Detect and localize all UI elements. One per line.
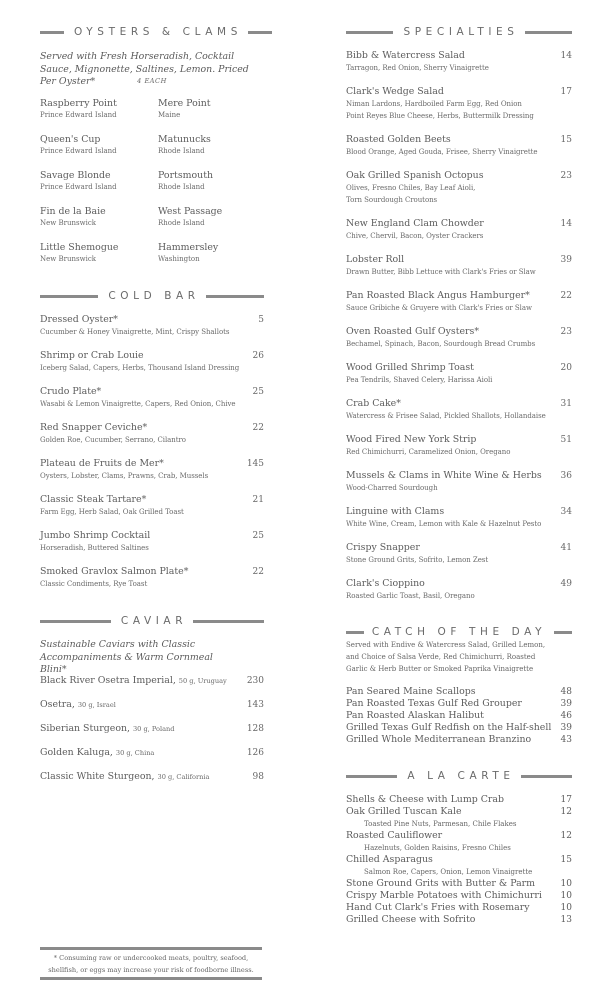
item-name: Bibb & Watercress Salad (346, 50, 465, 61)
menu-item (346, 134, 572, 158)
menu-item (40, 422, 264, 446)
header-rule (346, 631, 364, 634)
menu-item (346, 170, 572, 206)
item-name: Grilled Whole Mediterranean Branzino (346, 734, 532, 745)
item-price: 51 (560, 435, 572, 445)
menu-item (346, 578, 572, 602)
a-la-carte-item (346, 806, 572, 818)
menu-item (346, 50, 572, 74)
item-description: Red Chimichurri, Caramelized Onion, Oregano (346, 448, 511, 456)
header-rule (40, 31, 64, 34)
menu-item (40, 386, 264, 410)
item-name: Mussels & Clams in White Wine & Herbs (346, 470, 542, 481)
section-title: OYSTERS & CLAMS (74, 26, 242, 38)
item-price: 126 (246, 748, 264, 758)
item-price: 10 (560, 903, 572, 913)
menu-item (40, 314, 264, 338)
item-name: Pan Roasted Black Angus Hamburger* (346, 290, 530, 301)
item-name: Plateau de Fruits de Mer* (40, 458, 164, 469)
item-name: Oak Grilled Spanish Octopus (346, 170, 484, 181)
item-description: Drawn Butter, Bibb Lettuce with Clark's Fries or Slaw (346, 268, 536, 276)
section-title: A LA CARTE (407, 770, 515, 782)
menu-item (346, 218, 572, 242)
caviar-name: Osetra, (40, 699, 75, 710)
item-name: Grilled Texas Gulf Redfish on the Half-shell (346, 722, 552, 733)
item-price: 34 (560, 507, 572, 517)
catch-item (346, 710, 572, 722)
menu-item (40, 350, 264, 374)
menu-item (346, 362, 572, 386)
caviar-item (40, 699, 264, 711)
item-price: 145 (246, 459, 264, 469)
item-description: Salmon Roe, Capers, Onion, Lemon Vinaigrette (364, 868, 533, 876)
disclaimer-line: * Consuming raw or undercooked meats, poultry, seafood, (53, 954, 249, 962)
caviar-detail: 30 g, Poland (132, 725, 175, 733)
disclaimer-line: shellfish, or eggs may increase your risk of foodborne illness. (48, 966, 254, 974)
oyster-region: Rhode Island (158, 219, 205, 227)
caviar-detail: 50 g, Uruguay (178, 677, 227, 685)
catch-of-the-day-header (346, 625, 572, 639)
item-name: Clark's Cioppino (346, 578, 425, 589)
oyster-item (158, 242, 270, 265)
item-price: 15 (560, 135, 572, 145)
oyster-item (158, 206, 270, 229)
item-price: 22 (560, 291, 572, 301)
item-description: Horseradish, Buttered Saltines (40, 544, 149, 552)
item-price: 15 (560, 855, 572, 865)
item-name: Smoked Gravlox Salmon Plate* (40, 566, 189, 577)
header-rule (206, 295, 264, 298)
oyster-name: Matunucks (158, 134, 211, 145)
a-la-carte-item (346, 890, 572, 902)
oyster-item (40, 98, 152, 121)
oyster-name: Little Shemogue (40, 242, 119, 253)
item-description: Olives, Fresno Chiles, Bay Leaf Aioli, (346, 184, 476, 192)
caviar-name: Black River Osetra Imperial, (40, 675, 176, 686)
item-name: Crispy Marble Potatoes with Chimichurri (346, 890, 542, 901)
caviar-item (40, 723, 264, 735)
item-name: Pan Roasted Alaskan Halibut (346, 710, 484, 721)
item-price: 17 (560, 87, 572, 97)
item-price: 143 (246, 700, 264, 710)
item-name: Clark's Wedge Salad (346, 86, 444, 97)
item-price: 31 (560, 399, 572, 409)
caviar-item (40, 771, 264, 783)
oyster-name: Raspberry Point (40, 98, 117, 109)
caviar-detail: 30 g, China (115, 749, 155, 757)
menu-item (346, 506, 572, 530)
item-price: 39 (560, 255, 572, 265)
menu-item (346, 326, 572, 350)
menu-item (346, 86, 572, 122)
catch-item (346, 722, 572, 734)
item-name (40, 771, 209, 783)
item-description: Cucumber & Honey Vinaigrette, Mint, Crispy Shallots (40, 328, 230, 336)
catch-item (346, 698, 572, 710)
item-price: 48 (560, 687, 572, 697)
oyster-item (40, 170, 152, 193)
menu-item (40, 458, 264, 482)
item-name: Crispy Snapper (346, 542, 420, 553)
item-price: 41 (560, 543, 572, 553)
caviar-item (40, 675, 264, 687)
catch-description-line: and Choice of Salsa Verde, Red Chimichurri, Roasted (346, 653, 536, 661)
item-price: 25 (252, 387, 264, 397)
item-description: Iceberg Salad, Capers, Herbs, Thousand Island Dressing (40, 364, 240, 372)
caviar-detail: 30 g, Israel (77, 701, 116, 709)
a-la-carte-list (346, 794, 572, 926)
header-rule (193, 620, 264, 623)
item-name: Linguine with Clams (346, 506, 445, 517)
oyster-region: Rhode Island (158, 183, 205, 191)
catch-description-line: Served with Endive & Watercress Salad, Grilled Lemon, (346, 641, 546, 649)
catch-item (346, 734, 572, 746)
item-name: Classic Steak Tartare* (40, 494, 147, 505)
menu-item (346, 470, 572, 494)
item-price: 21 (252, 495, 264, 505)
oyster-name: Mere Point (158, 98, 211, 109)
caviar-detail: 30 g, California (157, 773, 210, 781)
item-description: Farm Egg, Herb Salad, Oak Grilled Toast (40, 508, 184, 516)
item-name (40, 723, 175, 735)
item-name: Oak Grilled Tuscan Kale (346, 806, 462, 817)
oyster-name: Savage Blonde (40, 170, 111, 181)
item-name: Dressed Oyster* (40, 314, 118, 325)
oyster-item (40, 206, 152, 229)
item-price: 10 (560, 879, 572, 889)
menu-item (346, 434, 572, 458)
item-price: 39 (560, 723, 572, 733)
oysters-intro: Served with Fresh Horseradish, Cocktail Sauce, Mignonette, Saltines, Lemon. Priced Per Oyster* (40, 51, 249, 87)
item-price: 98 (252, 772, 264, 782)
menu-item (40, 494, 264, 518)
item-price: 26 (252, 351, 264, 361)
item-description: Classic Condiments, Rye Toast (40, 580, 148, 588)
header-rule (248, 31, 272, 34)
caviar-name: Golden Kaluga, (40, 747, 113, 758)
item-name: Pan Roasted Texas Gulf Red Grouper (346, 698, 522, 709)
oyster-item (40, 134, 152, 157)
header-rule (521, 775, 572, 778)
item-name: Crudo Plate* (40, 386, 102, 397)
item-name: Pan Seared Maine Scallops (346, 686, 476, 697)
header-rule (525, 31, 572, 34)
item-description: Point Reyes Blue Cheese, Herbs, Buttermilk Dressing (346, 112, 534, 120)
oyster-name: Portsmouth (158, 170, 214, 181)
item-price: 46 (560, 711, 572, 721)
item-price: 17 (560, 795, 572, 805)
item-description: Pea Tendrils, Shaved Celery, Harissa Aioli (346, 376, 493, 384)
item-name: Roasted Golden Beets (346, 134, 451, 145)
a-la-carte-item (346, 830, 572, 842)
item-description: Sauce Gribiche & Gruyere with Clark's Fries or Slaw (346, 304, 532, 312)
item-name: Crab Cake* (346, 398, 401, 409)
a-la-carte-item (346, 878, 572, 890)
item-price: 14 (560, 51, 572, 61)
item-description: White Wine, Cream, Lemon with Kale & Hazelnut Pesto (346, 520, 542, 528)
oyster-item (40, 242, 152, 265)
oyster-name: Queen's Cup (40, 134, 101, 145)
item-name: Shells & Cheese with Lump Crab (346, 794, 504, 805)
item-price: 14 (560, 219, 572, 229)
item-description: Chive, Chervil, Bacon, Oyster Crackers (346, 232, 484, 240)
item-name: Roasted Cauliflower (346, 830, 443, 841)
item-name: Chilled Asparagus (346, 854, 433, 865)
item-name: Wood Grilled Shrimp Toast (346, 362, 474, 373)
item-price: 23 (560, 327, 572, 337)
oyster-region: Rhode Island (158, 147, 205, 155)
food-safety-disclaimer (40, 947, 262, 980)
item-description: Torn Sourdough Croutons (346, 196, 438, 204)
item-description: Watercress & Frisee Salad, Pickled Shallots, Hollandaise (346, 412, 546, 420)
item-description: Oysters, Lobster, Clams, Prawns, Crab, Mussels (40, 472, 209, 480)
specialties-header (346, 25, 572, 39)
oysters-clams-header (40, 25, 264, 39)
caviar-name: Siberian Sturgeon, (40, 723, 130, 734)
item-price: 128 (246, 724, 264, 734)
oyster-name: Fin de la Baie (40, 206, 106, 217)
caviar-intro: Sustainable Caviars with Classic Accompaniments & Warm Cornmeal Blini* (40, 639, 213, 675)
header-rule (554, 631, 572, 634)
oyster-region: Prince Edward Island (40, 147, 117, 155)
item-price: 49 (560, 579, 572, 589)
oyster-region: Washington (158, 255, 200, 263)
item-name (40, 699, 116, 711)
item-name (40, 675, 227, 687)
section-title: COLD BAR (108, 290, 200, 302)
item-description: Stone Ground Grits, Sofrito, Lemon Zest (346, 556, 489, 564)
section-title: SPECIALTIES (403, 26, 519, 38)
item-name: Stone Ground Grits with Butter & Parm (346, 878, 536, 889)
item-name: Red Snapper Ceviche* (40, 422, 148, 433)
item-description: Hazelnuts, Golden Raisins, Fresno Chiles (364, 844, 511, 852)
item-description: Bechamel, Spinach, Bacon, Sourdough Bread Crumbs (346, 340, 536, 348)
header-rule (40, 620, 111, 623)
oyster-region: Prince Edward Island (40, 111, 117, 119)
item-price: 43 (560, 735, 572, 745)
item-description: Roasted Garlic Toast, Basil, Oregano (346, 592, 475, 600)
a-la-carte-item (346, 794, 572, 806)
oyster-name: Hammersley (158, 242, 219, 253)
item-description: Tarragon, Red Onion, Sherry Vinaigrette (346, 64, 489, 72)
menu-item (346, 542, 572, 566)
item-price: 22 (252, 423, 264, 433)
oyster-name: West Passage (158, 206, 223, 217)
oyster-item (158, 98, 270, 121)
item-description: Wood-Charred Sourdough (346, 484, 438, 492)
item-name: Wood Fired New York Strip (346, 434, 477, 445)
item-description: Wasabi & Lemon Vinaigrette, Capers, Red Onion, Chive (40, 400, 236, 408)
item-price: 36 (560, 471, 572, 481)
header-rule (346, 31, 393, 34)
oysters-price-note: 4 EACH (137, 77, 167, 85)
item-price: 25 (252, 531, 264, 541)
a-la-carte-item (346, 914, 572, 926)
item-description: Blood Orange, Aged Gouda, Frisee, Sherry Vinaigrette (346, 148, 538, 156)
item-name: Grilled Cheese with Sofrito (346, 914, 476, 925)
section-title: CATCH OF THE DAY (371, 626, 547, 638)
item-price: 12 (560, 807, 572, 817)
item-price: 230 (246, 676, 264, 686)
item-price: 12 (560, 831, 572, 841)
item-name: Oven Roasted Gulf Oysters* (346, 326, 480, 337)
a-la-carte-item (346, 902, 572, 914)
catch-description-line: Garlic & Herb Butter or Smoked Paprika Vinaigrette (346, 665, 534, 673)
catch-list (346, 686, 572, 746)
item-name: Lobster Roll (346, 254, 405, 265)
item-price: 20 (560, 363, 572, 373)
a-la-carte-item (346, 854, 572, 866)
item-price: 13 (560, 915, 572, 925)
caviar-header (40, 614, 264, 628)
oyster-item (158, 170, 270, 193)
cold-bar-header (40, 289, 264, 303)
menu-item (346, 398, 572, 422)
item-name (40, 747, 154, 759)
item-name: Hand Cut Clark's Fries with Rosemary (346, 902, 530, 913)
menu-item (346, 254, 572, 278)
catch-description (346, 639, 572, 675)
menu-item (346, 290, 572, 314)
item-price: 39 (560, 699, 572, 709)
catch-item (346, 686, 572, 698)
menu-item (40, 530, 264, 554)
item-name: Jumbo Shrimp Cocktail (40, 530, 151, 541)
oyster-region: New Brunswick (40, 219, 96, 227)
item-description: Golden Roe, Cucumber, Serrano, Cilantro (40, 436, 186, 444)
item-price: 10 (560, 891, 572, 901)
header-rule (346, 775, 397, 778)
section-title: CAVIAR (120, 615, 188, 627)
item-price: 23 (560, 171, 572, 181)
item-price: 22 (252, 567, 264, 577)
caviar-item (40, 747, 264, 759)
oyster-region: New Brunswick (40, 255, 96, 263)
a-la-carte-header (346, 769, 572, 783)
menu-item (40, 566, 264, 590)
caviar-name: Classic White Sturgeon, (40, 771, 155, 782)
item-price: 5 (258, 315, 264, 325)
oyster-region: Maine (158, 111, 181, 119)
item-name: New England Clam Chowder (346, 218, 484, 229)
item-description: Toasted Pine Nuts, Parmesan, Chile Flakes (364, 820, 517, 828)
oyster-item (158, 134, 270, 157)
oyster-region: Prince Edward Island (40, 183, 117, 191)
item-description: Niman Lardons, Hardboiled Farm Egg, Red Onion (346, 100, 522, 108)
item-name: Shrimp or Crab Louie (40, 350, 144, 361)
header-rule (40, 295, 98, 298)
